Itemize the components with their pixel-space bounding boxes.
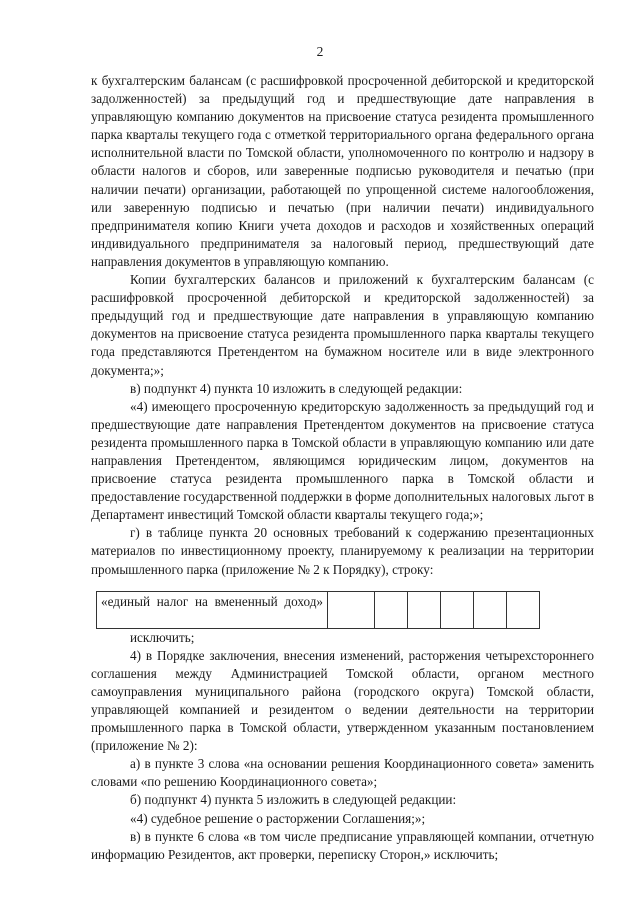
- table-cell-text: «единый налог на вмененный доход»: [101, 593, 323, 609]
- paragraph: к бухгалтерским балансам (с расшифровкой просроченной дебиторской и кредиторской задолженностей) за предыдущий год и предшествующие дате направления в управляющую компанию документов на присвоение статуса резидента промышленного парка кварталы текущего года с отметкой территориального органа федерального органа исполнительной власти по Томской области, уполномоченного по контролю и надзору в области налогов и сборов, или заверенные подписью руководителя и печатью (при наличии печати) организации, работающей по упрощенной системе налогообложения, или заверенную подписью и печатью (при наличии печати) индивидуального предпринимателя копию Книги учета доходов и расходов и хозяйственных операций индивидуального предпринимателя за налоговый период, предшествующий дате направления документов в управляющую компанию.: [91, 73, 594, 269]
- paragraph: в) подпункт 4) пункта 10 изложить в следующей редакции:: [130, 380, 463, 396]
- paragraph: б) подпункт 4) пункта 5 изложить в следующей редакции:: [130, 792, 457, 808]
- table-row: [97, 591, 540, 628]
- paragraph: 4) в Порядке заключения, внесения изменений, расторжения четырехстороннего соглашения между Администрацией Томской области, органом местного самоуправления муниципального района (городского округа) Томской области, управляющей компанией и резидентом о ведении деятельности на территории промышленного парка в Томской области, утвержденном указанным постановлением (приложение № 2):: [91, 647, 594, 754]
- paragraph: «4) судебное решение о расторжении Соглашения;»;: [130, 810, 426, 826]
- paragraph: исключить;: [130, 629, 195, 645]
- paragraph: г) в таблице пункта 20 основных требований к содержанию презентационных материалов по инвестиционному проекту, планируемому к реализации на территории промышленного парка (приложение № 2 к Порядку), строку:: [91, 525, 594, 577]
- requirements-table-row: [96, 591, 540, 629]
- paragraph: а) в пункте 3 слова «на основании решения Координационного совета» заменить словами «по решению Координационного совета»;: [91, 756, 594, 790]
- paragraph: в) в пункте 6 слова «в том числе предписание управляющей компании, отчетную информацию Резидентов, акт проверки, переписку Сторон,» исключить;: [91, 828, 594, 862]
- table-cell-tax: [97, 591, 328, 628]
- page-number: 2: [316, 44, 324, 59]
- table-cell-empty: [328, 591, 375, 628]
- table-cell-empty: [441, 591, 474, 628]
- document-body: [91, 72, 594, 864]
- paragraph: Копии бухгалтерских балансов и приложений к бухгалтерским балансам (с расшифровкой просроченной дебиторской и кредиторской задолженностей) за предыдущий год и предшествующие дате направления в управляющую компанию документов на присвоение статуса резидента промышленного парка кварталы текущего года представляются Претендентом на бумажном носителе или в виде электронного документа;»;: [91, 272, 594, 378]
- table-cell-empty: [408, 591, 441, 628]
- table-cell-empty: [375, 591, 408, 628]
- table-cell-empty: [507, 591, 540, 628]
- paragraph: «4) имеющего просроченную кредиторскую задолженность за предыдущий год и предшествующие дате направления Претендентом документов на присвоение статуса резидента промышленного парка в Томской области в управляющую компанию или дате направления Претендентом, являющимся юридическим лицом, документов на присвоение статуса резидента промышленного парка в Томской области и предоставление государственной поддержки в форме дополнительных налоговых льгот в Департамент инвестиций Томской области кварталы текущего года;»;: [91, 398, 594, 523]
- table-cell-empty: [474, 591, 507, 628]
